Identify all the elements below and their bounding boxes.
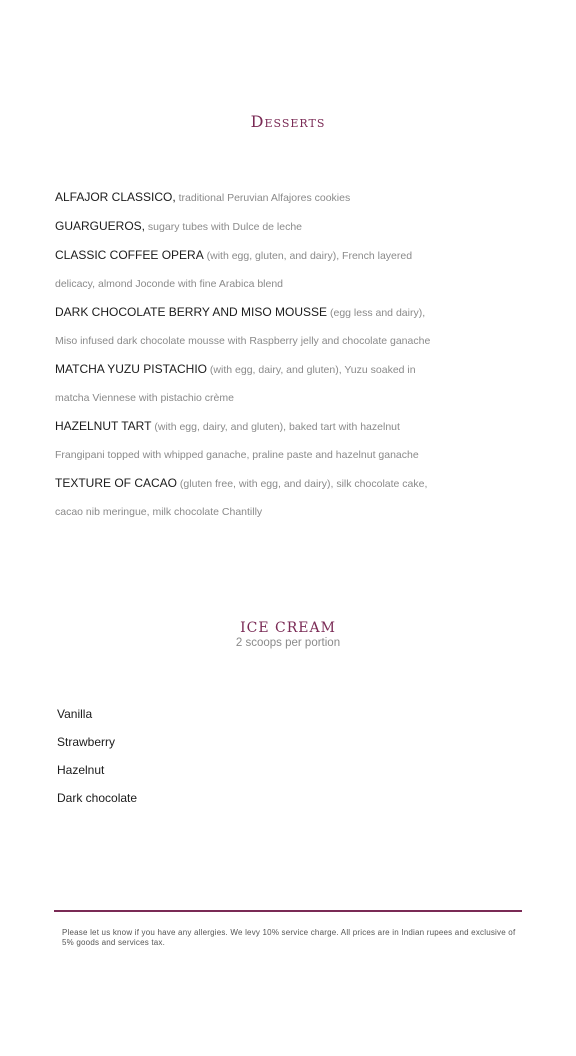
menu-item: [55, 469, 435, 526]
footer-divider: [54, 910, 522, 912]
menu-item: [55, 183, 435, 212]
ice-cream-flavors: [57, 700, 137, 812]
menu-item: [55, 355, 435, 412]
item-name: GUARGUEROS,: [55, 219, 146, 233]
item-description: traditional Peruvian Alfajores cookies: [175, 192, 351, 204]
menu-item: [55, 412, 435, 469]
item-description: (gluten free, with egg, and dairy), silk chocolate cake, cacao nib meringue, milk chocolate Chantilly: [55, 478, 428, 518]
flavor-item: Dark chocolate: [57, 791, 138, 805]
item-name: DARK CHOCOLATE BERRY AND MISO MOUSSE: [55, 305, 328, 319]
item-description: (with egg, dairy, and gluten), Yuzu soaked in matcha Viennese with pistachio crème: [55, 364, 416, 404]
menu-item: [55, 212, 435, 241]
flavor-item: Hazelnut: [57, 763, 105, 777]
ice-cream-title: ICE CREAM: [240, 620, 336, 636]
menu-item: [55, 298, 435, 355]
item-name: ALFAJOR CLASSICO,: [55, 190, 176, 204]
item-name: TEXTURE OF CACAO: [55, 476, 178, 490]
item-name: CLASSIC COFFEE OPERA: [55, 248, 204, 262]
flavor-item: Strawberry: [57, 735, 116, 749]
item-description: (with egg, gluten, and dairy), French layered delicacy, almond Joconde with fine Arabica blend: [55, 250, 413, 290]
desserts-title: Desserts: [250, 112, 326, 131]
menu-item: [55, 241, 435, 298]
item-description: (egg less and dairy), Miso infused dark chocolate mousse with Raspberry jelly and chocolate ganache: [55, 307, 431, 347]
desserts-menu: [55, 183, 435, 526]
item-description: (with egg, dairy, and gluten), baked tart with hazelnut Frangipani topped with whipped ganache, praline paste and hazelnut ganache: [55, 421, 419, 461]
flavor-item: Vanilla: [57, 707, 93, 721]
item-name: MATCHA YUZU PISTACHIO: [55, 362, 208, 376]
item-description: sugary tubes with Dulce de leche: [145, 221, 303, 233]
footer-note: Please let us know if you have any allergies. We levy 10% service charge. All prices are in Indian rupees and exclusive of 5% goods and services tax.: [62, 928, 516, 947]
item-name: HAZELNUT TART: [55, 419, 152, 433]
ice-cream-subtitle: 2 scoops per portion: [235, 637, 341, 649]
